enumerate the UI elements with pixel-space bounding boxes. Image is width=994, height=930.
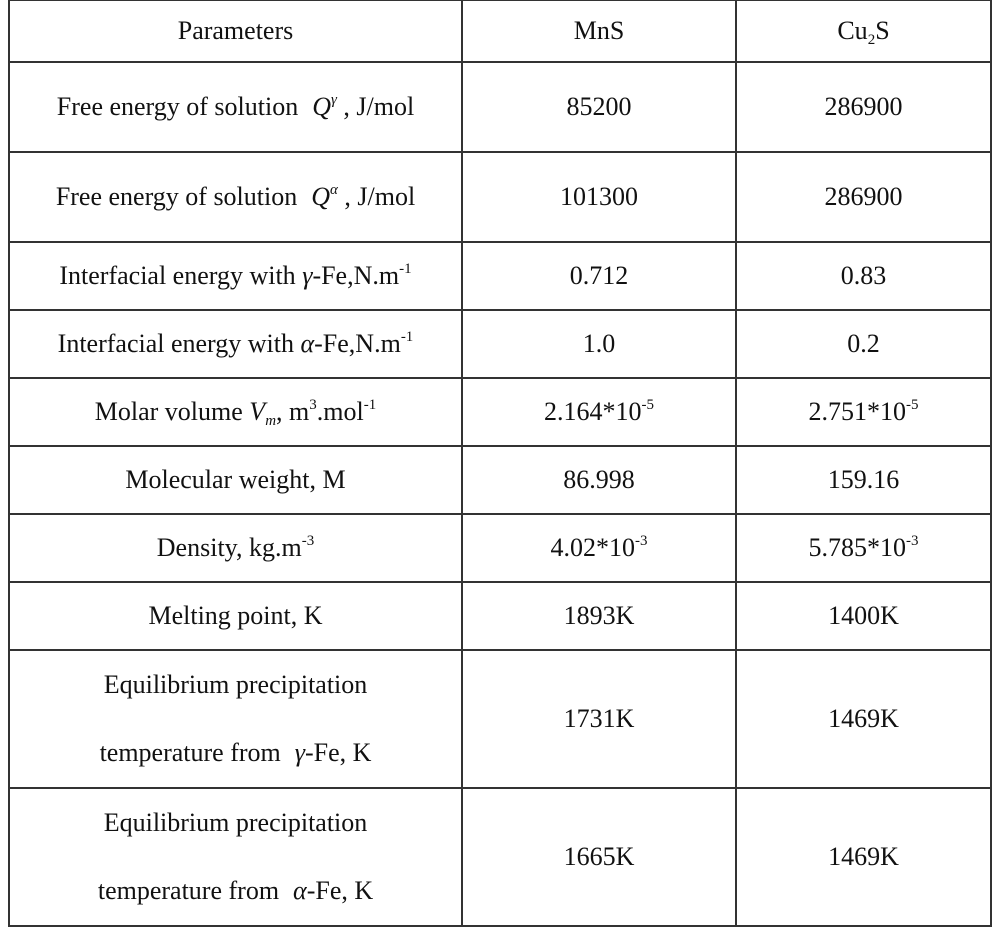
label-text: Density, kg.m bbox=[156, 533, 302, 563]
table-row bbox=[9, 582, 991, 650]
table-row bbox=[9, 62, 991, 152]
table-row bbox=[9, 788, 991, 926]
symbol: α bbox=[300, 329, 315, 359]
unit-sup2: -1 bbox=[363, 397, 377, 414]
table-row bbox=[9, 152, 991, 242]
unit-sup: -1 bbox=[399, 261, 412, 278]
label-unit: -Fe, K bbox=[305, 738, 372, 767]
label-line2 bbox=[10, 719, 461, 787]
row-label bbox=[9, 62, 462, 152]
unit-sup: -3 bbox=[301, 533, 315, 550]
cell-cu2s: 286900 bbox=[736, 62, 991, 152]
label-unit: , J/mol bbox=[343, 92, 415, 122]
cell-cu2s: 0.83 bbox=[736, 242, 991, 310]
cell-cu2s: 1469K bbox=[736, 650, 991, 788]
label-text: Interfacial energy with bbox=[57, 329, 294, 359]
table-row bbox=[9, 242, 991, 310]
cell-mns: 1665K bbox=[462, 788, 736, 926]
label-text: Molar volume bbox=[94, 397, 243, 427]
label-unit: , J/mol bbox=[344, 182, 416, 212]
header-mns: MnS bbox=[462, 0, 736, 62]
symbol-sup: γ bbox=[330, 92, 337, 109]
header-cu2s bbox=[736, 0, 991, 62]
cell-cu2s: 0.2 bbox=[736, 310, 991, 378]
value-base: 2.751*10 bbox=[808, 397, 906, 427]
cell-mns: 0.712 bbox=[462, 242, 736, 310]
label-unit: , m bbox=[276, 397, 310, 427]
row-label bbox=[9, 650, 462, 788]
label-unit: -Fe, K bbox=[306, 876, 374, 905]
symbol: Q bbox=[312, 92, 331, 122]
symbol-sub: m bbox=[265, 413, 277, 430]
cell-mns: 1893K bbox=[462, 582, 736, 650]
value-base: 4.02*10 bbox=[550, 533, 635, 563]
cell-cu2s: 286900 bbox=[736, 152, 991, 242]
table-row bbox=[9, 378, 991, 446]
row-label bbox=[9, 242, 462, 310]
value-exp: -3 bbox=[906, 533, 919, 550]
label-text: temperature from bbox=[99, 738, 281, 767]
cell-mns: 86.998 bbox=[462, 446, 736, 514]
row-label: Molecular weight, M bbox=[9, 446, 462, 514]
cell-cu2s bbox=[736, 378, 991, 446]
value-exp: -5 bbox=[906, 397, 919, 414]
symbol: α bbox=[293, 876, 307, 905]
parameters-table bbox=[8, 0, 992, 927]
symbol: γ bbox=[302, 261, 313, 291]
cell-cu2s: 1400K bbox=[736, 582, 991, 650]
label-line1: Equilibrium precipitation bbox=[103, 808, 368, 837]
label-unit2: .mol bbox=[316, 397, 364, 427]
symbol-sup: α bbox=[330, 182, 338, 199]
label-text: Free energy of solution bbox=[55, 182, 298, 212]
symbol: γ bbox=[294, 738, 305, 767]
table-row bbox=[9, 446, 991, 514]
label-unit: -Fe,N.m bbox=[314, 329, 401, 359]
row-label bbox=[9, 514, 462, 582]
label-text: temperature from bbox=[97, 876, 280, 905]
table-row bbox=[9, 650, 991, 788]
row-label: Melting point, K bbox=[9, 582, 462, 650]
row-label bbox=[9, 378, 462, 446]
cell-mns: 1.0 bbox=[462, 310, 736, 378]
table-row bbox=[9, 310, 991, 378]
cell-mns: 85200 bbox=[462, 62, 736, 152]
unit-sup: 3 bbox=[309, 397, 317, 414]
value-exp: -5 bbox=[641, 397, 654, 414]
cell-mns: 101300 bbox=[462, 152, 736, 242]
cu2s-text: Cu bbox=[837, 16, 868, 46]
label-text: Free energy of solution bbox=[56, 92, 299, 122]
label-unit: -Fe,N.m bbox=[312, 261, 400, 291]
row-label bbox=[9, 310, 462, 378]
value-exp: -3 bbox=[635, 533, 648, 550]
cell-mns bbox=[462, 378, 736, 446]
value-base: 5.785*10 bbox=[808, 533, 906, 563]
cell-mns: 1731K bbox=[462, 650, 736, 788]
cu2s-subscript: 2 bbox=[867, 32, 876, 49]
unit-sup: -1 bbox=[400, 329, 414, 346]
label-text: Interfacial energy with bbox=[59, 261, 296, 291]
cell-cu2s: 159.16 bbox=[736, 446, 991, 514]
row-label bbox=[9, 152, 462, 242]
table-row bbox=[9, 514, 991, 582]
symbol: V bbox=[249, 397, 266, 427]
row-label bbox=[9, 788, 462, 926]
label-line2 bbox=[10, 857, 461, 925]
cell-mns bbox=[462, 514, 736, 582]
cell-cu2s bbox=[736, 514, 991, 582]
header-parameters: Parameters bbox=[9, 0, 462, 62]
header-row bbox=[9, 0, 991, 62]
cell-cu2s: 1469K bbox=[736, 788, 991, 926]
cu2s-text-end: S bbox=[875, 16, 890, 46]
value-base: 2.164*10 bbox=[544, 397, 642, 427]
label-line1: Equilibrium precipitation bbox=[103, 670, 368, 699]
symbol: Q bbox=[311, 182, 331, 212]
